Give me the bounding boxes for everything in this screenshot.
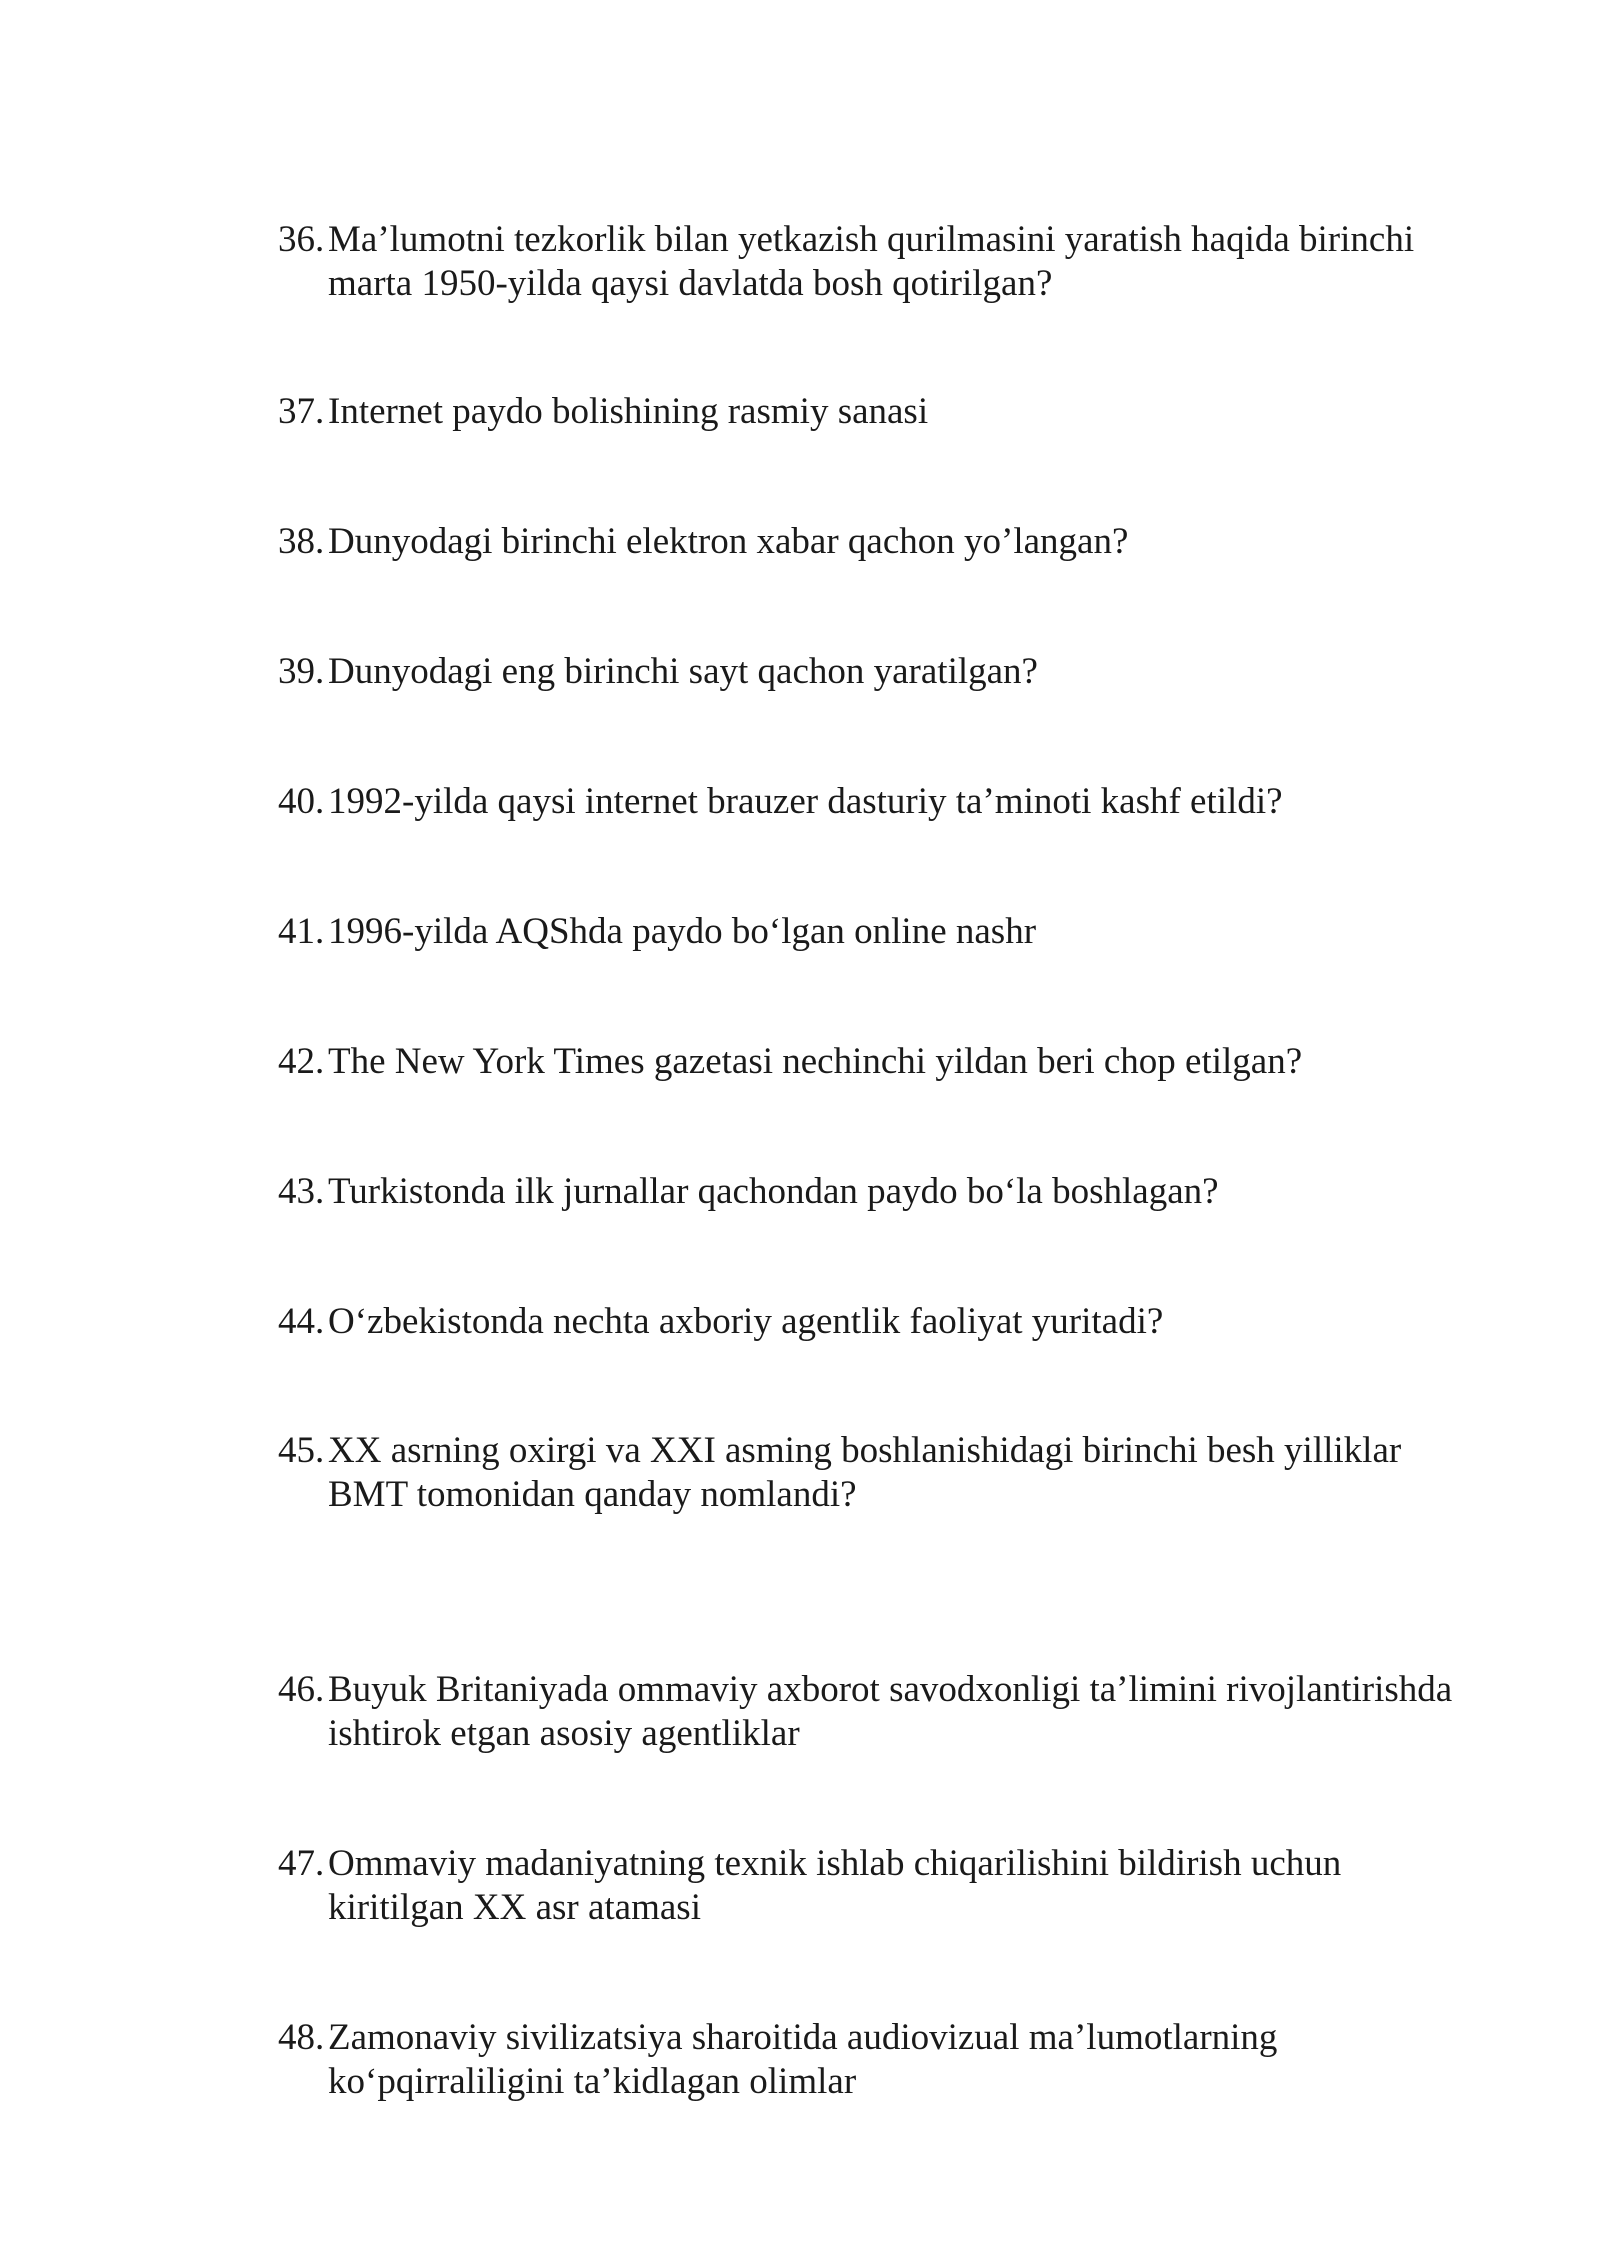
question-number: 39.	[278, 651, 325, 692]
question-36	[278, 218, 1518, 306]
question-number: 36.	[278, 219, 325, 260]
question-45	[278, 1429, 1518, 1517]
question-text	[328, 780, 1518, 824]
question-number: 47.	[278, 1843, 325, 1884]
question-46	[278, 1668, 1518, 1756]
question-43	[278, 1170, 1518, 1214]
question-number: 48.	[278, 2017, 325, 2058]
question-line: 1996-yilda AQShda paydo bo‘lgan online nashr	[328, 911, 1037, 952]
question-line: Ma’lumotni tezkorlik bilan yetkazish qurilmasini yaratish haqida birinchi	[328, 219, 1415, 260]
question-number: 44.	[278, 1301, 325, 1342]
question-42	[278, 1040, 1518, 1084]
question-line: ishtirok etgan asosiy agentliklar	[328, 1713, 800, 1754]
question-line: Dunyodagi eng birinchi sayt qachon yaratilgan?	[328, 651, 1038, 692]
question-text	[328, 390, 1518, 434]
question-number: 42.	[278, 1041, 325, 1082]
question-number: 37.	[278, 391, 325, 432]
question-text	[328, 1170, 1518, 1214]
question-line: marta 1950-yilda qaysi davlatda bosh qotirilgan?	[328, 263, 1053, 304]
question-text	[328, 650, 1518, 694]
question-number: 40.	[278, 781, 325, 822]
question-text	[328, 1429, 1518, 1517]
question-number: 41.	[278, 911, 325, 952]
question-48	[278, 2016, 1518, 2104]
question-47	[278, 1842, 1518, 1930]
question-line: kiritilgan XX asr atamasi	[328, 1887, 701, 1928]
question-line: Zamonaviy sivilizatsiya sharoitida audiovizual ma’lumotlarning	[328, 2017, 1278, 2058]
question-line: Dunyodagi birinchi elektron xabar qachon yo’langan?	[328, 521, 1129, 562]
question-line: Internet paydo bolishining rasmiy sanasi	[328, 391, 929, 432]
question-41	[278, 910, 1518, 954]
question-number: 46.	[278, 1669, 325, 1710]
question-text	[328, 910, 1518, 954]
question-line: The New York Times gazetasi nechinchi yildan beri chop etilgan?	[328, 1041, 1303, 1082]
question-text	[328, 2016, 1518, 2104]
question-39	[278, 650, 1518, 694]
question-line: 1992-yilda qaysi internet brauzer dasturiy ta’minoti kashf etildi?	[328, 781, 1283, 822]
question-line: ko‘pqirraliligini ta’kidlagan olimlar	[328, 2061, 857, 2102]
question-38	[278, 520, 1518, 564]
question-line: XX asrning oxirgi va XXI asming boshlanishidagi birinchi besh yilliklar	[328, 1430, 1402, 1471]
question-number: 45.	[278, 1430, 325, 1471]
question-37	[278, 390, 1518, 434]
question-text	[328, 1668, 1518, 1756]
question-line: Ommaviy madaniyatning texnik ishlab chiqarilishini bildirish uchun	[328, 1843, 1342, 1884]
question-number: 38.	[278, 521, 325, 562]
question-text	[328, 1300, 1518, 1344]
question-44	[278, 1300, 1518, 1344]
question-text	[328, 520, 1518, 564]
question-line: O‘zbekistonda nechta axboriy agentlik faoliyat yuritadi?	[328, 1301, 1164, 1342]
question-number: 43.	[278, 1171, 325, 1212]
question-line: Turkistonda ilk jurnallar qachondan paydo bo‘la boshlagan?	[328, 1171, 1219, 1212]
question-text	[328, 1040, 1518, 1084]
question-40	[278, 780, 1518, 824]
question-line: BMT tomonidan qanday nomlandi?	[328, 1474, 857, 1515]
question-text	[328, 1842, 1518, 1930]
question-text	[328, 218, 1518, 306]
question-line: Buyuk Britaniyada ommaviy axborot savodxonligi ta’limini rivojlantirishda	[328, 1669, 1453, 1710]
